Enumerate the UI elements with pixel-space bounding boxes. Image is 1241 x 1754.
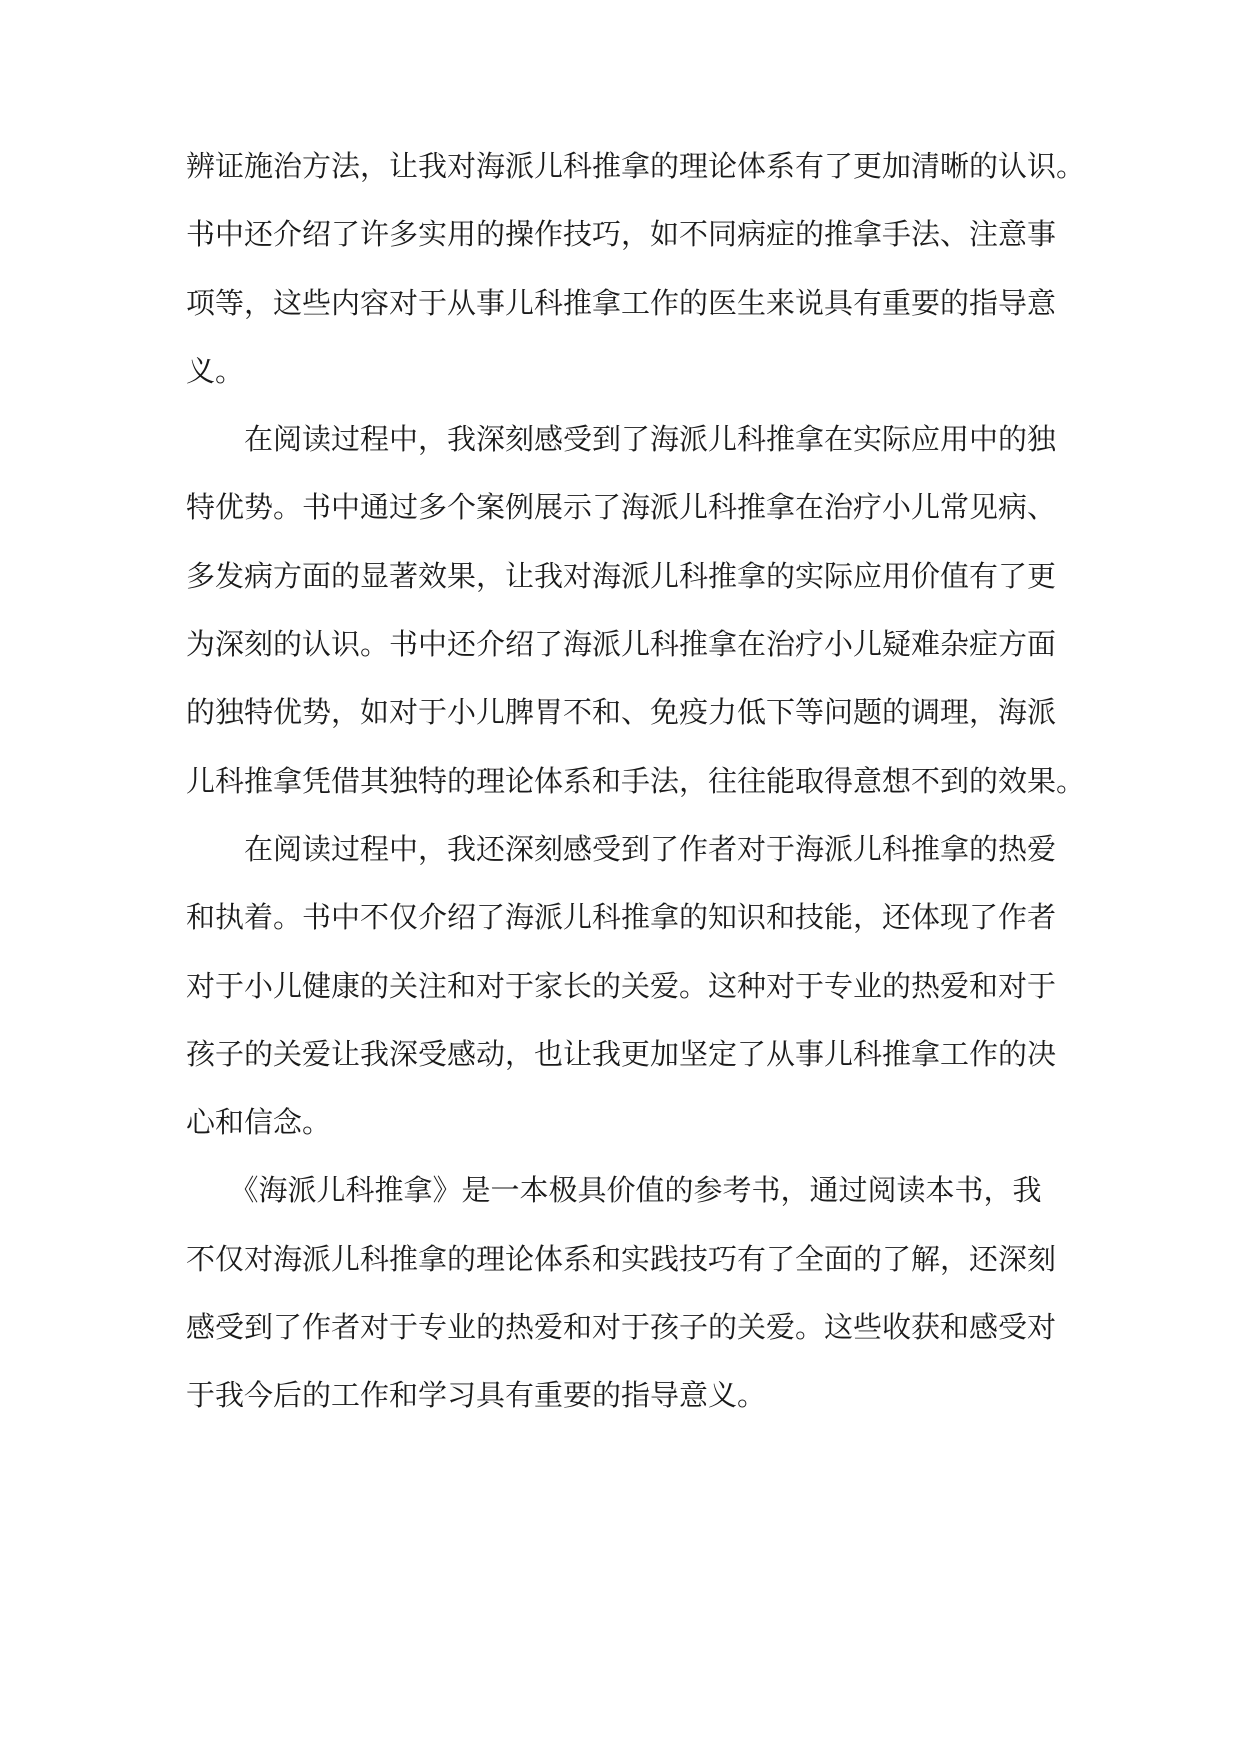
text-line: 项等，这些内容对于从事儿科推拿工作的医生来说具有重要的指导意 (186, 285, 1057, 320)
text-line: 的独特优势，如对于小儿脾胃不和、免疫力低下等问题的调理，海派 (186, 695, 1057, 730)
text-line: 义。 (186, 353, 245, 388)
text-line: 书中还介绍了许多实用的操作技巧，如不同病症的推拿手法、注意事 (186, 217, 1057, 252)
text-line: 《海派儿科推拿》是一本极具价值的参考书，通过阅读本书，我 (186, 1173, 1042, 1208)
text-line: 不仅对海派儿科推拿的理论体系和实践技巧有了全面的了解，还深刻 (186, 1241, 1057, 1276)
text-line: 和执着。书中不仅介绍了海派儿科推拿的知识和技能，还体现了作者 (186, 900, 1057, 935)
text-line: 在阅读过程中，我还深刻感受到了作者对于海派儿科推拿的热爱 (186, 831, 1057, 866)
text-line: 感受到了作者对于专业的热爱和对于孩子的关爱。这些收获和感受对 (186, 1310, 1057, 1345)
text-line: 特优势。书中通过多个案例展示了海派儿科推拿在治疗小儿常见病、 (186, 490, 1057, 525)
text-line: 孩子的关爱让我深受感动，也让我更加坚定了从事儿科推拿工作的决 (186, 1036, 1057, 1071)
text-line: 心和信念。 (186, 1105, 332, 1140)
text-line: 对于小儿健康的关注和对于家长的关爱。这种对于专业的热爱和对于 (186, 968, 1057, 1003)
text-line: 在阅读过程中，我深刻感受到了海派儿科推拿在实际应用中的独 (186, 422, 1057, 457)
text-line: 辨证施治方法，让我对海派儿科推拿的理论体系有了更加清晰的认识。 (186, 149, 1086, 183)
document-body (186, 132, 1086, 1430)
text-line: 儿科推拿凭借其独特的理论体系和手法，往往能取得意想不到的效果。 (186, 763, 1086, 798)
text-line: 多发病方面的显著效果，让我对海派儿科推拿的实际应用价值有了更 (186, 558, 1057, 593)
text-line: 为深刻的认识。书中还介绍了海派儿科推拿在治疗小儿疑难杂症方面 (186, 627, 1057, 662)
text-line: 于我今后的工作和学习具有重要的指导意义。 (186, 1378, 767, 1413)
